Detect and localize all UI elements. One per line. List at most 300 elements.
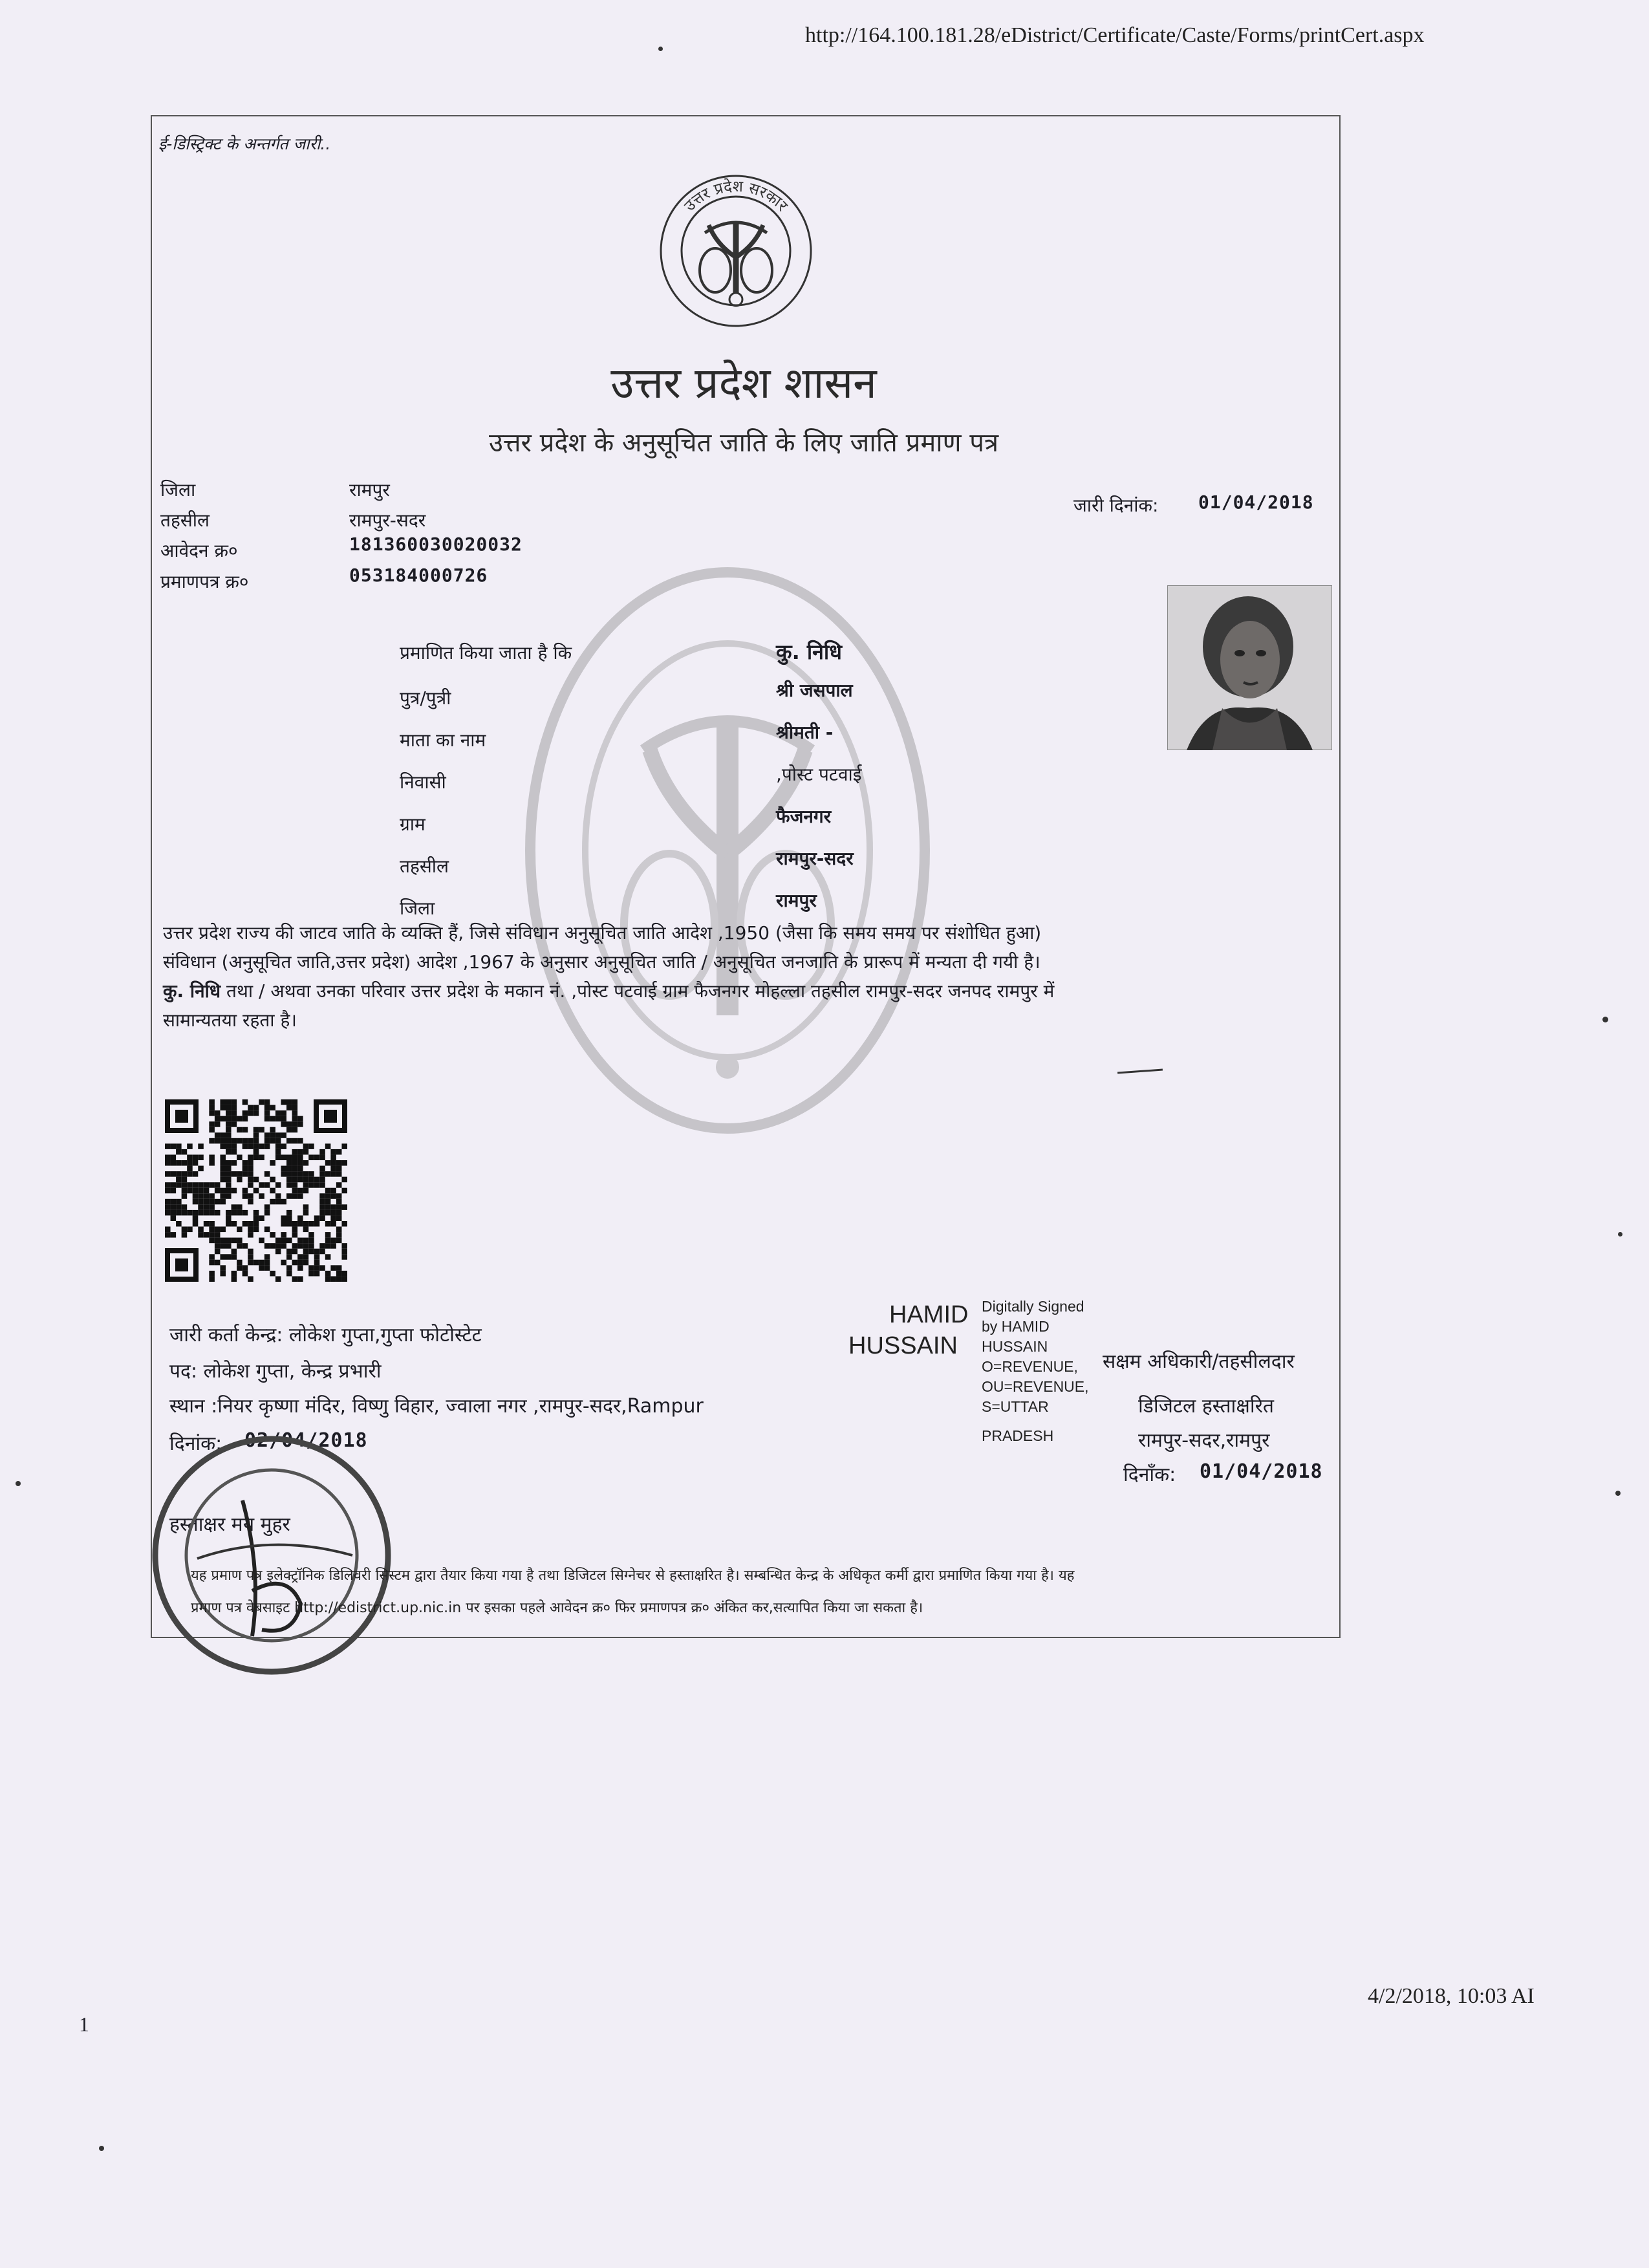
qr-module: [325, 1271, 331, 1277]
qr-module: [292, 1110, 298, 1116]
qr-module: [297, 1188, 303, 1194]
qr-module: [176, 1182, 182, 1188]
qr-module: [264, 1210, 270, 1216]
qr-module: [330, 1243, 336, 1249]
qr-module: [232, 1138, 237, 1144]
qr-module: [182, 1188, 188, 1194]
qr-module: [264, 1260, 270, 1266]
qr-module: [237, 1243, 242, 1249]
qr-module: [297, 1260, 303, 1266]
qr-module: [209, 1210, 215, 1216]
qr-module: [253, 1177, 259, 1183]
qr-module: [275, 1138, 281, 1144]
qr-module: [209, 1105, 215, 1111]
qr-module: [308, 1232, 314, 1238]
qr-module: [237, 1265, 242, 1271]
qr-module: [297, 1193, 303, 1199]
qr-module: [336, 1276, 342, 1282]
qr-module: [248, 1138, 253, 1144]
qr-module: [182, 1182, 188, 1188]
qr-module: [226, 1132, 232, 1138]
qr-module: [237, 1210, 242, 1216]
qr-module: [204, 1193, 210, 1199]
qr-module: [314, 1177, 320, 1183]
qr-module: [209, 1193, 215, 1199]
qr-module: [215, 1138, 221, 1144]
qr-module: [281, 1221, 286, 1227]
qr-module: [253, 1215, 259, 1221]
qr-module: [198, 1182, 204, 1188]
qr-module: [319, 1199, 325, 1205]
qr-module: [297, 1116, 303, 1122]
qr-module: [253, 1110, 259, 1116]
qr-module: [341, 1143, 347, 1149]
qr-module: [248, 1232, 253, 1238]
qr-module: [292, 1138, 298, 1144]
qr-module: [226, 1238, 232, 1244]
detail-label-tehsil: तहसील: [400, 856, 449, 877]
detail-label-district: जिला: [400, 898, 435, 919]
qr-module: [176, 1149, 182, 1155]
scan-speck: [1602, 1017, 1608, 1022]
qr-module: [297, 1265, 303, 1271]
qr-module: [336, 1265, 342, 1271]
qr-module: [209, 1276, 215, 1282]
applicant-name: कु. निधि: [776, 640, 842, 664]
qr-module: [176, 1199, 182, 1205]
qr-module: [171, 1182, 177, 1188]
qr-module: [314, 1260, 320, 1266]
qr-module: [308, 1177, 314, 1183]
declaration-name: कु. निधि: [163, 980, 221, 1002]
qr-module: [281, 1238, 286, 1244]
qr-module: [319, 1243, 325, 1249]
qr-module: [187, 1227, 193, 1233]
qr-module: [286, 1138, 292, 1144]
detail-label-relation: पुत्र/पुत्री: [400, 687, 451, 709]
qr-module: [242, 1271, 248, 1277]
sig-meta-line: by HAMID: [982, 1318, 1050, 1335]
verification-note-line2: प्रमाण पत्र वेबसाइट http://edistrict.up.nic.in पर इसका पहले आवेदन क्र० फिर प्रमाणपत्र क्र० अंकित कर,सत्यापित किया जा सकता है।: [191, 1600, 923, 1616]
qr-module: [226, 1188, 232, 1194]
qr-module: [193, 1188, 199, 1194]
qr-module: [209, 1271, 215, 1277]
issue-date-label: जारी दिनांक:: [1073, 495, 1159, 516]
qr-module: [330, 1210, 336, 1216]
qr-module: [220, 1138, 226, 1144]
qr-module: [275, 1182, 281, 1188]
issuer-place: स्थान :नियर कृष्णा मंदिर, विष्णु विहार, ज्वाला नगर ,रामपुर-सदर,Rampur: [169, 1395, 704, 1418]
qr-module: [330, 1276, 336, 1282]
qr-module: [220, 1243, 226, 1249]
qr-module: [314, 1221, 320, 1227]
qr-module: [281, 1116, 286, 1122]
qr-module: [325, 1238, 331, 1244]
state-emblem-icon: [658, 173, 814, 329]
qr-module: [237, 1227, 242, 1233]
qr-module: [308, 1182, 314, 1188]
qr-module: [220, 1099, 226, 1105]
qr-module: [341, 1271, 347, 1277]
qr-module: [319, 1215, 325, 1221]
qr-module: [264, 1143, 270, 1149]
qr-module: [308, 1243, 314, 1249]
qr-module: [336, 1149, 342, 1155]
qr-module: [193, 1182, 199, 1188]
qr-module: [232, 1238, 237, 1244]
qr-module: [253, 1105, 259, 1111]
qr-module: [286, 1271, 292, 1277]
qr-module: [292, 1105, 298, 1111]
qr-module: [270, 1127, 275, 1133]
qr-module: [286, 1171, 292, 1177]
qr-module: [275, 1199, 281, 1205]
signer-name-line1: HAMID: [889, 1301, 969, 1328]
qr-module: [330, 1204, 336, 1210]
qr-module: [297, 1238, 303, 1244]
qr-module: [209, 1199, 215, 1205]
qr-module: [220, 1132, 226, 1138]
qr-module: [215, 1210, 221, 1216]
qr-module: [165, 1154, 171, 1160]
qr-module: [319, 1177, 325, 1183]
qr-module: [232, 1160, 237, 1166]
qr-module: [182, 1193, 188, 1199]
qr-module: [198, 1210, 204, 1216]
qr-module: [297, 1243, 303, 1249]
qr-module: [264, 1105, 270, 1111]
qr-module: [248, 1276, 253, 1282]
qr-module: [220, 1154, 226, 1160]
qr-module: [209, 1254, 215, 1260]
qr-module: [165, 1232, 171, 1238]
issue-date: 01/04/2018: [1198, 491, 1314, 513]
qr-module: [237, 1127, 242, 1133]
qr-module: [308, 1265, 314, 1271]
qr-module: [237, 1116, 242, 1122]
qr-module: [248, 1254, 253, 1260]
qr-module: [303, 1143, 309, 1149]
qr-module: [242, 1110, 248, 1116]
qr-module: [292, 1160, 298, 1166]
meta-value-district: रामपुर: [349, 479, 390, 501]
qr-module: [209, 1221, 215, 1227]
qr-module: [198, 1188, 204, 1194]
qr-module: [286, 1127, 292, 1133]
qr-module: [314, 1271, 320, 1277]
qr-module: [198, 1199, 204, 1205]
qr-module: [187, 1154, 193, 1160]
qr-module: [204, 1210, 210, 1216]
qr-module: [226, 1177, 232, 1183]
qr-module: [242, 1127, 248, 1133]
qr-module: [275, 1154, 281, 1160]
qr-module: [286, 1166, 292, 1172]
qr-module: [209, 1154, 215, 1160]
qr-module: [226, 1166, 232, 1172]
qr-module: [275, 1149, 281, 1155]
qr-module: [264, 1132, 270, 1138]
qr-module: [319, 1166, 325, 1172]
qr-module: [182, 1177, 188, 1183]
qr-module: [275, 1143, 281, 1149]
qr-module: [314, 1154, 320, 1160]
qr-module: [325, 1199, 331, 1205]
qr-module: [220, 1271, 226, 1277]
scan-speck: [658, 47, 663, 51]
qr-module: [308, 1143, 314, 1149]
qr-module: [220, 1254, 226, 1260]
qr-module: [270, 1199, 275, 1205]
qr-module: [292, 1188, 298, 1194]
qr-module: [253, 1132, 259, 1138]
meta-label-application-no: आवेदन क्र०: [160, 540, 238, 561]
signature-with-seal-label: हस्ताक्षर मय मुहर: [169, 1513, 290, 1536]
qr-module: [259, 1193, 264, 1199]
qr-module: [171, 1232, 177, 1238]
qr-module: [264, 1171, 270, 1177]
certificate-subtitle: उत्तर प्रदेश के अनुसूचित जाति के लिए जाति प्रमाण पत्र: [488, 428, 999, 458]
qr-module: [253, 1227, 259, 1233]
qr-module: [286, 1121, 292, 1127]
qr-module: [325, 1243, 331, 1249]
qr-module: [336, 1227, 342, 1233]
issued-under-note: ई-डिस्ट्रिक्ट के अन्तर्गत जारी..: [158, 135, 331, 153]
qr-module: [232, 1210, 237, 1216]
qr-module: [319, 1265, 325, 1271]
qr-module: [286, 1177, 292, 1183]
qr-module: [220, 1166, 226, 1172]
sig-meta-line: OU=REVENUE,: [982, 1378, 1089, 1395]
qr-module: [259, 1154, 264, 1160]
qr-module: [292, 1127, 298, 1133]
signer-name-line2: HUSSAIN: [848, 1332, 958, 1359]
qr-module: [336, 1199, 342, 1205]
qr-module: [248, 1221, 253, 1227]
qr-module: [303, 1188, 309, 1194]
qr-module: [226, 1099, 232, 1105]
qr-module: [325, 1193, 331, 1199]
village-value: फैजनगर: [776, 806, 832, 827]
qr-module: [286, 1193, 292, 1199]
qr-module: [270, 1188, 275, 1194]
qr-module: [232, 1099, 237, 1105]
qr-module: [270, 1138, 275, 1144]
qr-module: [193, 1215, 199, 1221]
declaration-line: उत्तर प्रदेश राज्य की जाटव जाति के व्यक्ति हैं, जिसे संविधान अनुसूचित जाति आदेश ,1950 (जैसा कि समय समय पर संशोधित हुआ): [163, 922, 1042, 944]
qr-module: [226, 1121, 232, 1127]
watermark-emblem-icon: [521, 563, 934, 1138]
qr-module: [226, 1110, 232, 1116]
qr-module: [264, 1099, 270, 1105]
qr-module: [325, 1232, 331, 1238]
authority-designation: सक्षम अधिकारी/तहसीलदार: [1103, 1350, 1295, 1373]
mother-name: श्रीमती -: [776, 722, 834, 743]
qr-module: [314, 1215, 320, 1221]
qr-module: [248, 1182, 253, 1188]
sig-meta-line: S=UTTAR: [982, 1398, 1049, 1415]
qr-module: [226, 1221, 232, 1227]
qr-module: [319, 1171, 325, 1177]
qr-module: [286, 1160, 292, 1166]
qr-module: [303, 1221, 309, 1227]
qr-module: [270, 1160, 275, 1166]
qr-module: [275, 1132, 281, 1138]
qr-module: [198, 1154, 204, 1160]
qr-module: [182, 1160, 188, 1166]
qr-module: [281, 1243, 286, 1249]
qr-module: [297, 1276, 303, 1282]
page-url: http://164.100.181.28/eDistrict/Certificate/Caste/Forms/printCert.aspx: [805, 23, 1425, 47]
verification-note-line1: यह प्रमाण पत्र इलेक्ट्रॉनिक डिलिवरी सिस्टम द्वारा तैयार किया गया है तथा डिजिटल सिग्नेचर से हस्ताक्षरित है। सम्बन्धित केन्द्र के अधिकृत कर्मी द्वारा प्रमाणित किया गया है। यह: [191, 1568, 1075, 1584]
page-number: 1: [79, 2013, 89, 2036]
qr-module: [286, 1215, 292, 1221]
qr-module: [292, 1249, 298, 1255]
qr-code: [165, 1099, 347, 1282]
qr-module: [292, 1099, 298, 1105]
qr-module: [281, 1121, 286, 1127]
tehsil-value: रामपुर-सदर: [776, 848, 854, 869]
qr-module: [319, 1154, 325, 1160]
qr-module: [193, 1160, 199, 1166]
qr-module: [303, 1249, 309, 1255]
qr-module: [314, 1254, 320, 1260]
qr-module: [248, 1110, 253, 1116]
qr-module: [286, 1238, 292, 1244]
qr-module: [237, 1138, 242, 1144]
qr-module: [176, 1171, 182, 1177]
qr-module: [292, 1166, 298, 1172]
qr-module: [209, 1227, 215, 1233]
declaration-paragraph: [163, 918, 1353, 1035]
qr-module: [165, 1199, 171, 1205]
qr-module: [336, 1182, 342, 1188]
qr-module: [286, 1249, 292, 1255]
meta-label-tehsil: तहसील: [160, 510, 210, 531]
qr-module: [226, 1143, 232, 1149]
digital-signed-label: डिजिटल हस्ताक्षरित: [1138, 1395, 1274, 1418]
qr-module: [281, 1099, 286, 1105]
qr-module: [242, 1221, 248, 1227]
qr-module: [226, 1254, 232, 1260]
qr-module: [336, 1193, 342, 1199]
detail-label-resident: निवासी: [400, 772, 446, 793]
qr-module: [336, 1271, 342, 1277]
qr-module: [292, 1182, 298, 1188]
scan-speck: [16, 1481, 21, 1486]
qr-module: [325, 1204, 331, 1210]
qr-module: [226, 1160, 232, 1166]
qr-module: [204, 1232, 210, 1238]
qr-module: [292, 1221, 298, 1227]
qr-module: [297, 1160, 303, 1166]
qr-module: [319, 1182, 325, 1188]
qr-module: [264, 1138, 270, 1144]
qr-module: [242, 1193, 248, 1199]
qr-module: [259, 1265, 264, 1271]
qr-module: [336, 1232, 342, 1238]
qr-module: [325, 1171, 331, 1177]
qr-module: [270, 1105, 275, 1111]
scan-speck: [1615, 1491, 1621, 1496]
qr-module: [248, 1193, 253, 1199]
declaration-address: तथा / अथवा उनका परिवार उत्तर प्रदेश के मकान नं. ,पोस्ट पटवाई ग्राम फैजनगर मोहल्ला तहसील रामपुर-सदर जनपद रामपुर में: [221, 980, 1055, 1002]
qr-module: [209, 1232, 215, 1238]
qr-module: [319, 1204, 325, 1210]
qr-module: [215, 1227, 221, 1233]
qr-module: [303, 1182, 309, 1188]
qr-module: [248, 1143, 253, 1149]
qr-module: [242, 1166, 248, 1172]
qr-module: [215, 1188, 221, 1194]
qr-module: [264, 1110, 270, 1116]
qr-module: [336, 1215, 342, 1221]
qr-module: [341, 1243, 347, 1249]
qr-module: [232, 1221, 237, 1227]
qr-module: [193, 1221, 199, 1227]
qr-module: [237, 1238, 242, 1244]
qr-module: [176, 1210, 182, 1216]
qr-module: [215, 1249, 221, 1255]
qr-module: [220, 1188, 226, 1194]
qr-module: [325, 1254, 331, 1260]
qr-module: [187, 1166, 193, 1172]
detail-label-certified: प्रमाणित किया जाता है कि: [400, 642, 572, 664]
qr-module: [275, 1110, 281, 1116]
qr-module: [220, 1116, 226, 1122]
qr-module: [232, 1116, 237, 1122]
qr-module: [303, 1260, 309, 1266]
qr-module: [275, 1249, 281, 1255]
declaration-line: सामान्यतया रहता है।: [163, 1010, 297, 1031]
qr-module: [176, 1221, 182, 1227]
qr-module: [209, 1099, 215, 1105]
qr-module: [336, 1238, 342, 1244]
qr-module: [187, 1188, 193, 1194]
qr-module: [237, 1171, 242, 1177]
qr-module: [303, 1160, 309, 1166]
qr-module: [297, 1221, 303, 1227]
qr-module: [215, 1121, 221, 1127]
qr-module: [242, 1116, 248, 1122]
qr-module: [286, 1105, 292, 1111]
qr-module: [292, 1149, 298, 1155]
qr-module: [264, 1204, 270, 1210]
svg-text:उत्तर प्रदेश सरकार: उत्तर प्रदेश सरकार: [680, 177, 792, 215]
qr-module: [209, 1204, 215, 1210]
issuer-post: पद: लोकेश गुप्ता, केन्द्र प्रभारी: [169, 1360, 382, 1383]
qr-module: [220, 1171, 226, 1177]
qr-module: [303, 1171, 309, 1177]
qr-module: [281, 1154, 286, 1160]
digital-signature-meta: [982, 1297, 1089, 1446]
qr-module: [220, 1199, 226, 1205]
qr-module: [248, 1105, 253, 1111]
qr-module: [341, 1160, 347, 1166]
qr-module: [281, 1199, 286, 1205]
qr-module: [165, 1188, 171, 1194]
qr-module: [248, 1166, 253, 1172]
qr-module: [248, 1249, 253, 1255]
qr-module: [220, 1143, 226, 1149]
qr-module: [319, 1249, 325, 1255]
qr-module: [336, 1210, 342, 1216]
qr-module: [232, 1276, 237, 1282]
qr-module: [165, 1171, 171, 1177]
father-name: श्री जसपाल: [776, 680, 853, 701]
qr-module: [297, 1154, 303, 1160]
qr-module: [330, 1166, 336, 1172]
